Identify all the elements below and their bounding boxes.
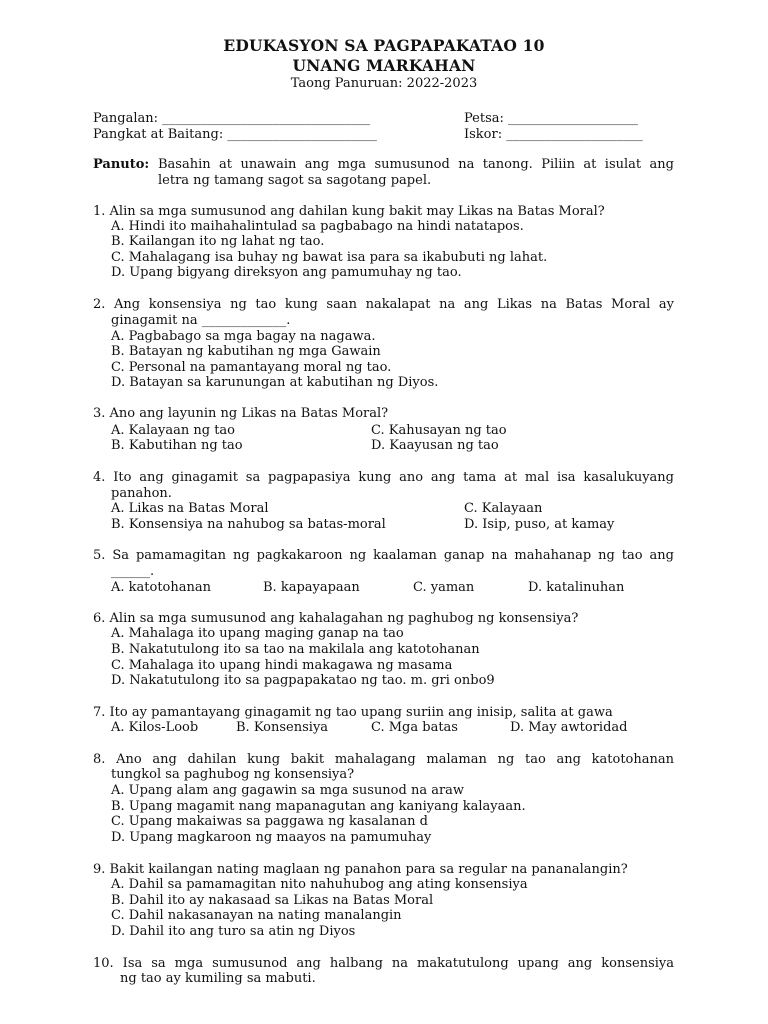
question-8-option-d[interactable]: D. Upang magkaroon ng maayos na pamumuhay	[111, 830, 432, 845]
question-6-option-a[interactable]: A. Mahalaga ito upang maging ganap na tao	[111, 626, 404, 641]
question-8-option-b[interactable]: B. Upang magamit nang mapanagutan ang kaniyang kalayaan.	[111, 799, 526, 814]
question-7-stem: 7. Ito ay pamantayang ginagamit ng tao upang suriin ang inisip, salita at gawa	[93, 705, 613, 720]
question-2-stem-line-1: 2. Ang konsensiya ng tao kung saan nakalapat na ang Likas na Batas Moral ay	[93, 297, 674, 312]
question-6-stem: 6. Alin sa mga sumusunod ang kahalagahan ng paghubog ng konsensiya?	[93, 611, 579, 626]
question-5-option-b[interactable]: B. kapayapaan	[263, 580, 360, 595]
score-field[interactable]: Iskor: _____________________	[464, 127, 643, 142]
directions-label: Panuto:	[93, 157, 150, 172]
question-1-option-d[interactable]: D. Upang bigyang direksyon ang pamumuhay ng tao.	[111, 265, 462, 280]
question-2-option-d[interactable]: D. Batayan sa karunungan at kabutihan ng Diyos.	[111, 375, 439, 390]
question-3-stem: 3. Ano ang layunin ng Likas na Batas Moral?	[93, 406, 389, 421]
section-field[interactable]: Pangkat at Baitang: _______________________	[93, 127, 377, 142]
question-5-stem-line-2: ______.	[111, 564, 155, 579]
question-8-option-a[interactable]: A. Upang alam ang gagawin sa mga susunod na araw	[111, 783, 465, 798]
question-7-option-a[interactable]: A. Kilos-Loob	[111, 720, 199, 735]
directions-line-1: Basahin at unawain ang mga sumusunod na tanong. Piliin at isulat ang	[158, 157, 674, 172]
question-3-option-b[interactable]: B. Kabutihan ng tao	[111, 438, 243, 453]
question-1-option-c[interactable]: C. Mahalagang isa buhay ng bawat isa para sa ikabubuti ng lahat.	[111, 250, 548, 265]
question-9-option-d[interactable]: D. Dahil ito ang turo sa atin ng Diyos	[111, 924, 356, 939]
school-year: Taong Panuruan: 2022-2023	[290, 76, 478, 91]
date-field[interactable]: Petsa: ____________________	[464, 111, 639, 126]
question-9-option-a[interactable]: A. Dahil sa pamamagitan nito nahuhubog ang ating konsensiya	[111, 877, 528, 892]
question-1-option-a[interactable]: A. Hindi ito maihahalintulad sa pagbabago na hindi natatapos.	[111, 219, 524, 234]
question-7-option-c[interactable]: C. Mga batas	[371, 720, 458, 735]
question-2-option-c[interactable]: C. Personal na pamantayang moral ng tao.	[111, 360, 392, 375]
question-6-option-c[interactable]: C. Mahalaga ito upang hindi makagawa ng masama	[111, 658, 453, 673]
question-4-option-a[interactable]: A. Likas na Batas Moral	[111, 501, 269, 516]
question-3-option-d[interactable]: D. Kaayusan ng tao	[371, 438, 499, 453]
question-6-option-b[interactable]: B. Nakatutulong ito sa tao na makilala ang katotohanan	[111, 642, 480, 657]
question-2-stem-line-2: ginagamit na _____________.	[111, 313, 291, 328]
question-6-option-d[interactable]: D. Nakatutulong ito sa pagpapakatao ng tao. m. gri onbo9	[111, 673, 495, 688]
question-4-option-c[interactable]: C. Kalayaan	[464, 501, 543, 516]
question-1-option-b[interactable]: B. Kailangan ito ng lahat ng tao.	[111, 234, 325, 249]
question-1-stem: 1. Alin sa mga sumusunod ang dahilan kung bakit may Likas na Batas Moral?	[93, 204, 605, 219]
question-2-option-a[interactable]: A. Pagbabago sa mga bagay na nagawa.	[111, 329, 376, 344]
question-8-stem-line-1: 8. Ano ang dahilan kung bakit mahalagang malaman ng tao ang katotohanan	[93, 752, 674, 767]
question-2-option-b[interactable]: B. Batayan ng kabutihan ng mga Gawain	[111, 344, 381, 359]
directions-line-2: letra ng tamang sagot sa sagotang papel.	[158, 173, 432, 188]
question-4-option-d[interactable]: D. Isip, puso, at kamay	[464, 517, 615, 532]
question-8-stem-line-2: tungkol sa paghubog ng konsensiya?	[111, 767, 355, 782]
question-7-option-b[interactable]: B. Konsensiya	[236, 720, 329, 735]
question-9-option-b[interactable]: B. Dahil ito ay nakasaad sa Likas na Batas Moral	[111, 893, 434, 908]
question-4-stem-line-1: 4. Ito ang ginagamit sa pagpapasiya kung ano ang tama at mal isa kasalukuyang	[93, 470, 674, 485]
question-3-option-a[interactable]: A. Kalayaan ng tao	[111, 423, 236, 438]
page-subtitle: UNANG MARKAHAN	[292, 56, 476, 75]
question-3-option-c[interactable]: C. Kahusayan ng tao	[371, 423, 507, 438]
question-10-stem-line-2: ng tao ay kumiling sa mabuti.	[120, 971, 316, 986]
question-5-option-a[interactable]: A. katotohanan	[111, 580, 212, 595]
question-7-option-d[interactable]: D. May awtoridad	[510, 720, 628, 735]
question-9-stem: 9. Bakit kailangan nating maglaan ng panahon para sa regular na pananalangin?	[93, 862, 628, 877]
question-10-stem-line-1: 10. Isa sa mga sumusunod ang halbang na makatutulong upang ang konsensiya	[93, 956, 674, 971]
question-4-stem-line-2: panahon.	[111, 486, 172, 501]
question-5-stem-line-1: 5. Sa pamamagitan ng pagkakaroon ng kaalaman ganap na mahahanap ng tao ang	[93, 548, 674, 563]
question-5-option-c[interactable]: C. yaman	[413, 580, 475, 595]
name-field[interactable]: Pangalan: ________________________________	[93, 111, 371, 126]
question-8-option-c[interactable]: C. Upang makaiwas sa paggawa ng kasalanan d	[111, 814, 428, 829]
question-4-option-b[interactable]: B. Konsensiya na nahubog sa batas-moral	[111, 517, 386, 532]
page-title: EDUKASYON SA PAGPAPAKATAO 10	[223, 36, 545, 55]
question-9-option-c[interactable]: C. Dahil nakasanayan na nating manalangin	[111, 908, 402, 923]
question-5-option-d[interactable]: D. katalinuhan	[528, 580, 625, 595]
